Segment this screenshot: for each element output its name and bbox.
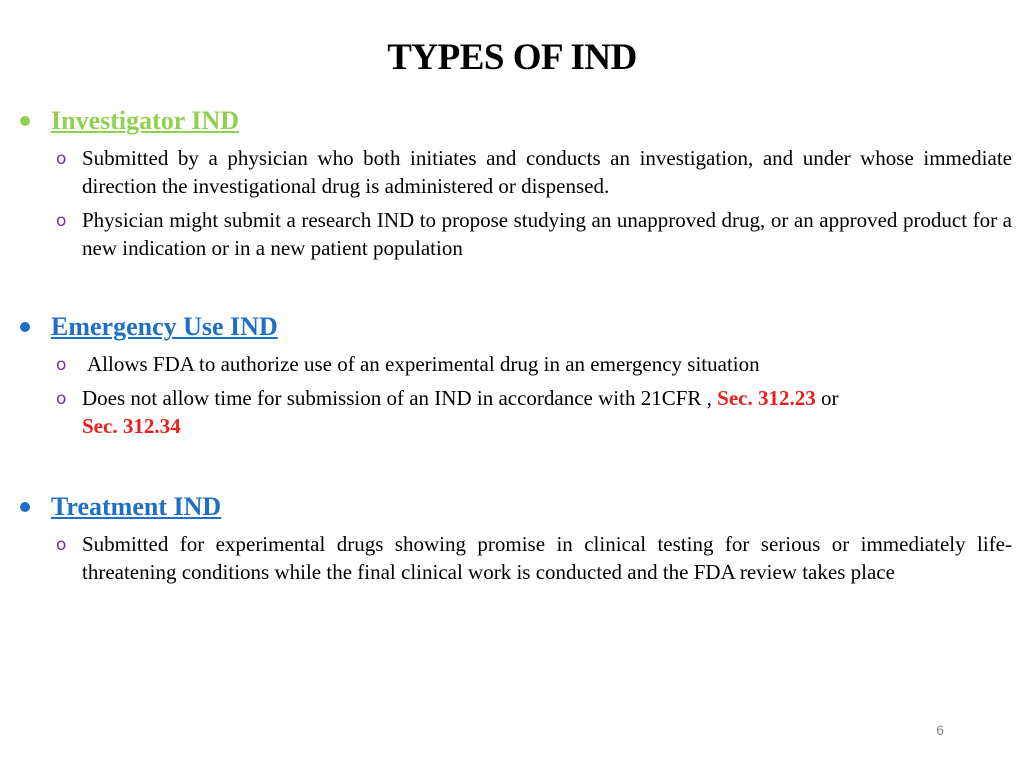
page-number: 6 xyxy=(936,722,944,738)
filled-circle-bullet-icon xyxy=(20,116,30,126)
hollow-circle-bullet-icon: o xyxy=(56,389,67,409)
sub-list xyxy=(20,350,1012,440)
list-item xyxy=(20,384,1012,440)
list-item xyxy=(20,144,1012,200)
list-item-text: Does not allow time for submission of an IND in accordance with 21CFR , xyxy=(82,386,718,410)
section-heading-emergency: Emergency Use IND xyxy=(51,312,278,341)
list-item-text: Submitted by a physician who both initiates and conducts an investigation, and under whose immediate direction the investigational drug is administered or dispensed. xyxy=(82,146,1012,198)
section-treatment-ind xyxy=(20,492,1012,592)
list-item-text: Physician might submit a research IND to propose studying an unapproved drug, or an approved product for a new indication or in a new patient population xyxy=(82,208,1012,260)
filled-circle-bullet-icon xyxy=(20,502,30,512)
regulation-reference: Sec. 312.34 xyxy=(82,414,181,438)
list-item-text: Allows FDA to authorize use of an experimental drug in an emergency situation xyxy=(87,352,760,376)
section-heading-row xyxy=(20,312,1012,346)
hollow-circle-bullet-icon: o xyxy=(56,535,67,555)
list-item-text: or xyxy=(815,386,839,410)
list-item xyxy=(20,350,1012,378)
section-heading-row xyxy=(20,106,1012,140)
sub-list xyxy=(20,530,1012,586)
list-item-text: Submitted for experimental drugs showing promise in clinical testing for serious or immediately life-threatening conditions while the final clinical work is conducted and the FDA review takes place xyxy=(82,532,1012,584)
section-heading-investigator: Investigator IND xyxy=(51,106,240,135)
hollow-circle-bullet-icon: o xyxy=(56,355,67,375)
slide-title: TYPES OF IND xyxy=(387,37,637,78)
section-heading-row xyxy=(20,492,1012,526)
hollow-circle-bullet-icon: o xyxy=(56,211,67,231)
section-emergency-use-ind xyxy=(20,312,1012,446)
sub-list xyxy=(20,144,1012,262)
filled-circle-bullet-icon xyxy=(20,322,30,332)
regulation-reference: Sec. 312.23 xyxy=(717,386,816,410)
hollow-circle-bullet-icon: o xyxy=(56,149,67,169)
list-item xyxy=(20,530,1012,586)
section-heading-treatment: Treatment IND xyxy=(51,492,222,521)
list-item xyxy=(20,206,1012,262)
section-investigator-ind xyxy=(20,106,1012,268)
